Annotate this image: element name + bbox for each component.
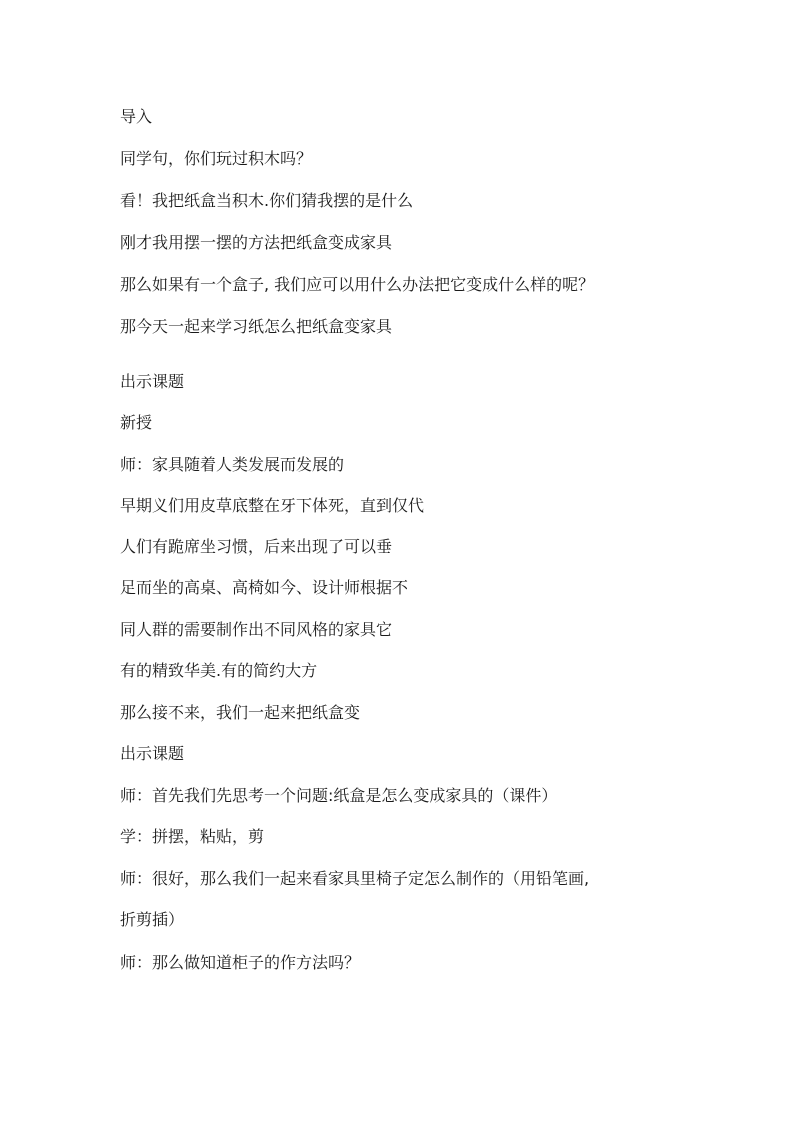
text-line: 师：很好，那么我们一起来看家具里椅子定怎么制作的（用铅笔画, <box>120 869 590 888</box>
text-line: 足而坐的高桌、高椅如今、设计师根据不 <box>120 578 409 597</box>
text-line: 刚才我用摆一摆的方法把纸盒变成家具 <box>120 233 393 252</box>
text-line: 学：拼摆，粘贴，剪 <box>120 827 265 846</box>
text-line: 看！我把纸盒当积木.你们猜我摆的是什么 <box>120 191 414 210</box>
text-line: 折剪插） <box>120 910 185 929</box>
text-line-heading-new: 新授 <box>120 413 153 432</box>
text-line: 那今天一起来学习纸怎么把纸盒变家具 <box>120 317 393 336</box>
text-line: 那么接不来，我们一起来把纸盒变 <box>120 703 361 722</box>
text-line: 师：家具随着人类发展而发展的 <box>120 455 345 474</box>
text-line: 师：首先我们先思考一个问题:纸盒是怎么变成家具的（课件） <box>120 786 558 805</box>
text-line-heading-topic: 出示课题 <box>120 372 185 391</box>
text-line-heading-topic: 出示课题 <box>120 744 185 763</box>
text-line-heading-intro: 导入 <box>120 107 153 126</box>
text-line: 同人群的需要制作出不同风格的家具它 <box>120 620 393 639</box>
text-line: 那么如果有一个盒子, 我们应可以用什么办法把它变成什么样的呢？ <box>120 275 595 294</box>
text-line: 早期义们用皮草底整在牙下体死，直到仅代 <box>120 496 425 515</box>
text-line: 人们有跪席坐习惯，后来出现了可以垂 <box>120 537 393 556</box>
text-line: 同学句，你们玩过积木吗？ <box>120 149 313 168</box>
text-line: 有的精致华美.有的简约大方 <box>120 661 318 680</box>
text-line: 师：那么做知道柜子的作方法吗？ <box>120 953 361 972</box>
